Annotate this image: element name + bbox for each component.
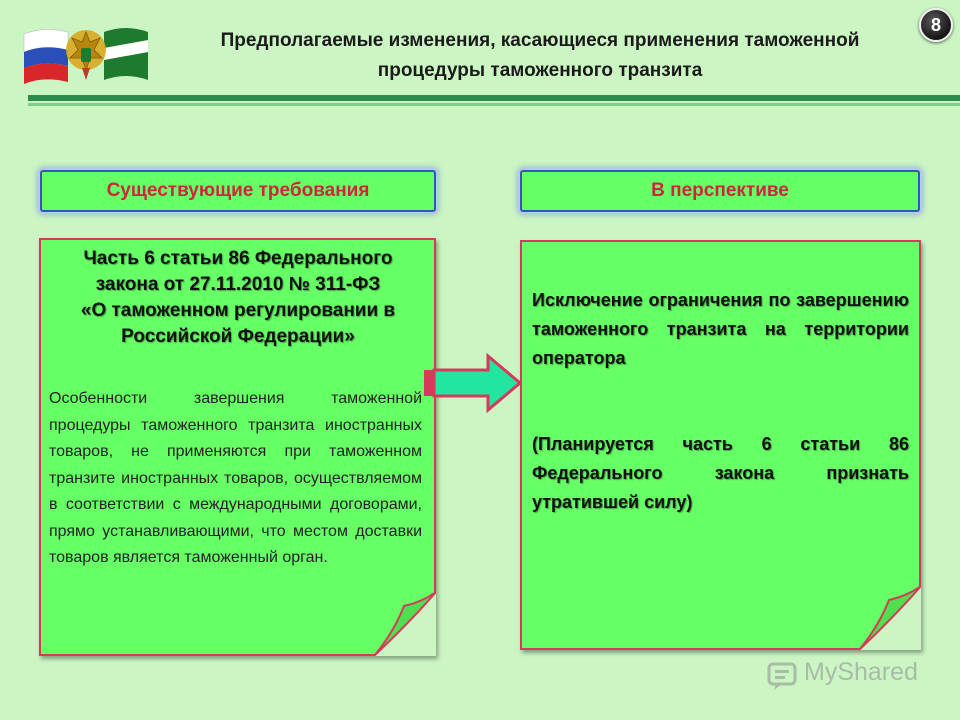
law-body-text: Особенности завершения таможенной процедуры таможенного транзита иностранных товаров, не применяются при таможенном транзите иностранных товаров, осуществляемом в соответствии с международными договорами, прямо устанавливающими, что местом доставки товаров является таможенный орган.	[49, 390, 422, 566]
header-divider-light	[28, 103, 960, 106]
law-line: Часть 6 статьи 86 Федерального	[83, 248, 393, 269]
watermark-text: MyShared	[804, 658, 918, 686]
right-arrow-icon	[422, 352, 524, 414]
law-line: Российской Федерации»	[121, 326, 355, 347]
myshared-watermark	[766, 656, 936, 696]
page-number-badge: 8	[919, 8, 953, 42]
law-reference	[53, 246, 423, 350]
in-perspective-note	[520, 240, 921, 650]
page-curl-icon	[859, 586, 921, 650]
law-line: закона от 27.11.2010 № 311-ФЗ	[95, 274, 381, 295]
header-divider	[28, 95, 960, 101]
in-perspective-header: В перспективе	[520, 170, 920, 212]
myshared-logo-icon	[766, 658, 800, 692]
page-curl-icon	[374, 592, 436, 656]
planned-change-text: (Планируется часть 6 статьи 86 Федерального закона признать утратившей силу)	[532, 434, 909, 512]
page-title	[160, 26, 920, 86]
customs-emblem-flags-icon	[22, 18, 150, 88]
existing-requirements-header: Существующие требования	[40, 170, 436, 212]
title-line-2: процедуры таможенного транзита	[377, 60, 703, 81]
existing-requirements-note	[39, 238, 436, 656]
law-line: «О таможенном регулировании в	[80, 300, 396, 321]
title-line-1: Предполагаемые изменения, касающиеся применения таможенной	[220, 30, 860, 51]
exclusion-text: Исключение ограничения по завершению таможенного транзита на территории оператора	[532, 290, 909, 368]
